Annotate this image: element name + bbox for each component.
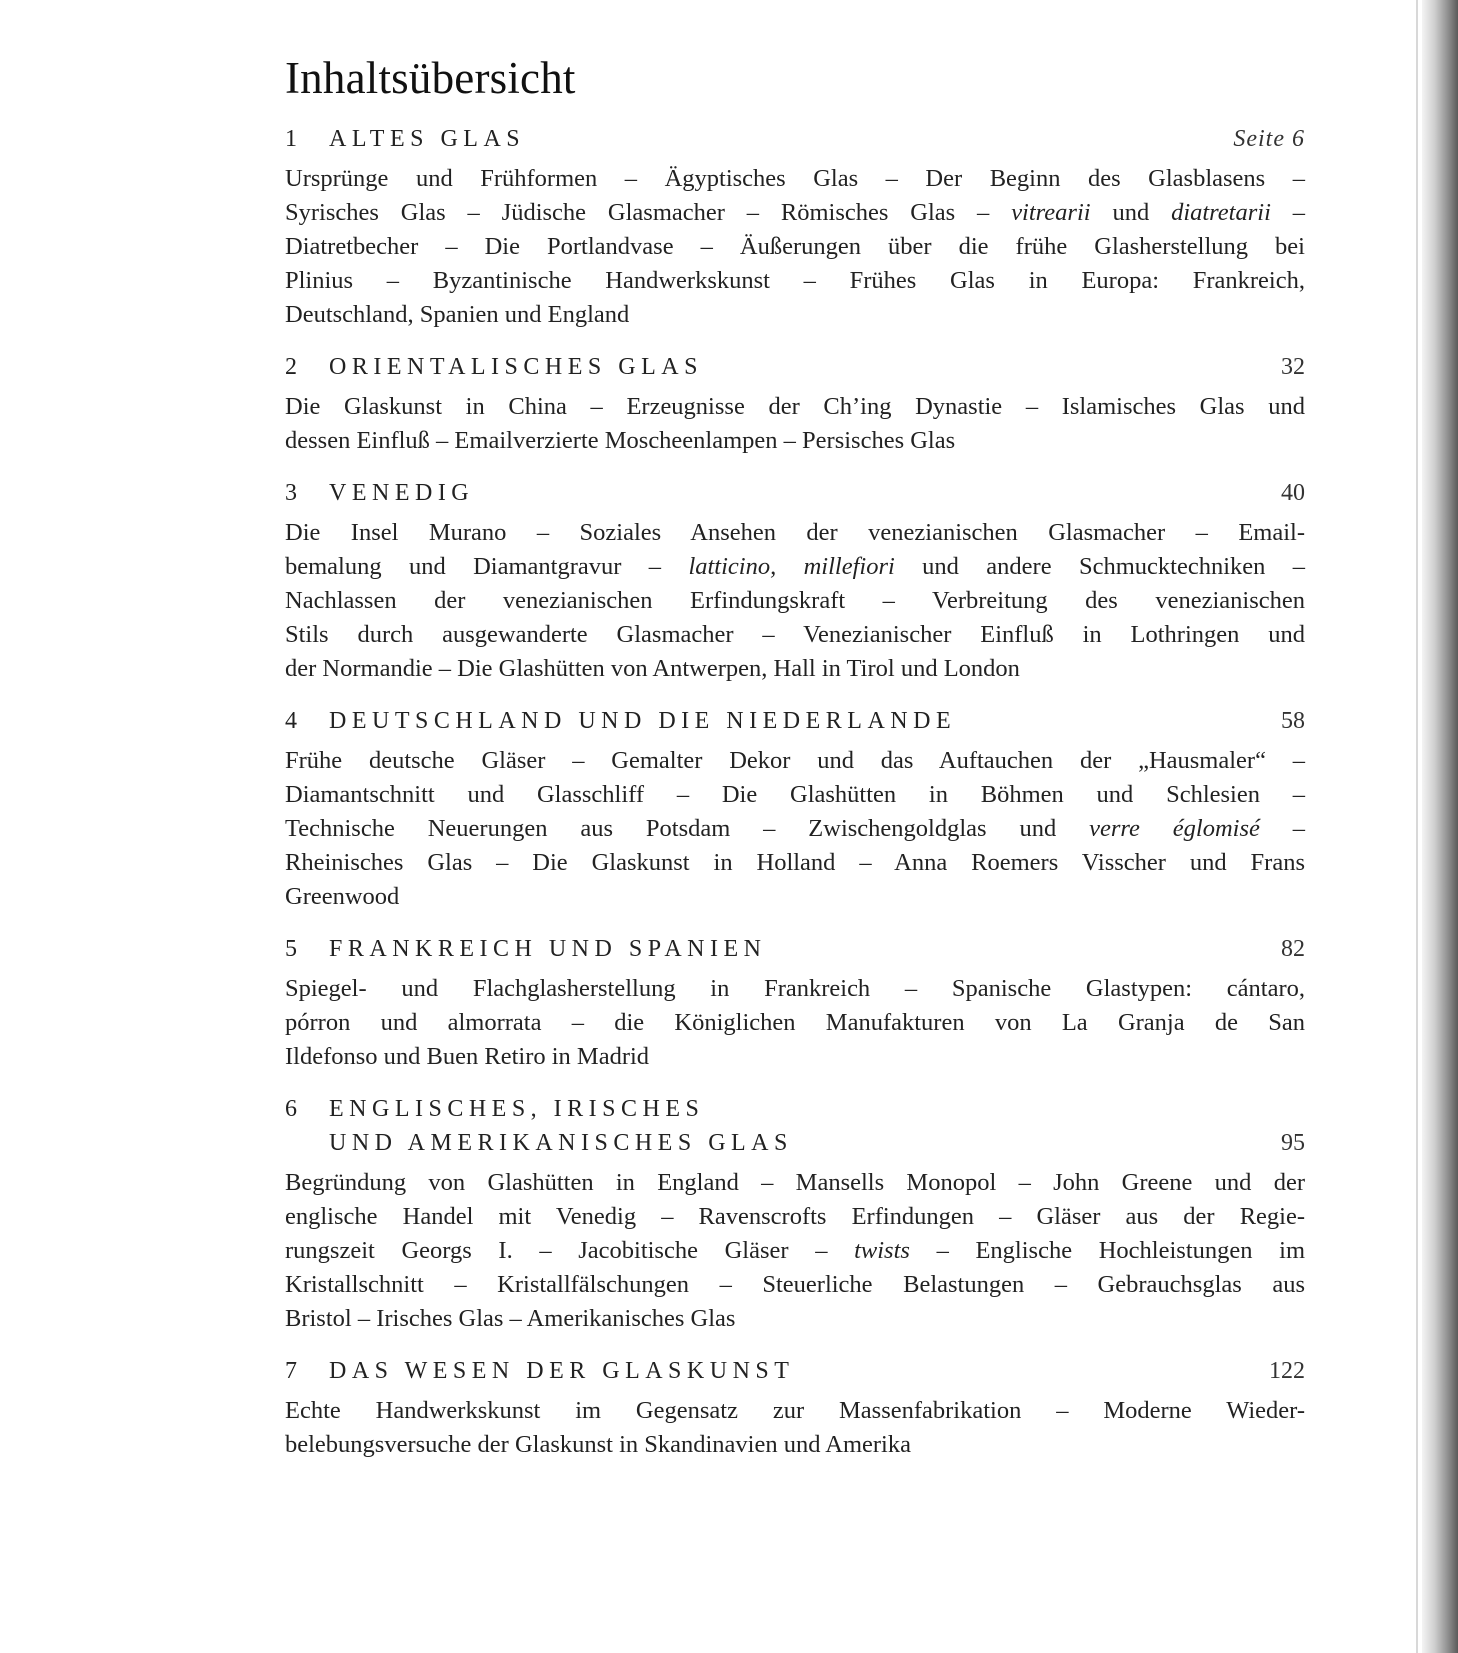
summary-line bbox=[285, 1040, 1305, 1074]
chapter-summary bbox=[285, 744, 1305, 914]
summary-line bbox=[285, 618, 1305, 652]
chapter-summary bbox=[285, 972, 1305, 1074]
chapter-page-number: 122 bbox=[1269, 1358, 1305, 1384]
chapter-number: 1 bbox=[285, 126, 298, 152]
summary-line bbox=[285, 1234, 1305, 1268]
summary-line bbox=[285, 880, 1305, 914]
text-segment: rungszeit Georgs I. – Jacobitische Gläser – bbox=[285, 1237, 855, 1264]
chapter-list bbox=[285, 126, 1305, 1462]
summary-line bbox=[285, 550, 1305, 584]
chapter-page-number: 82 bbox=[1281, 936, 1305, 962]
chapter-title: ALTES GLAS bbox=[329, 126, 526, 152]
chapter-heading bbox=[285, 480, 1305, 514]
summary-line bbox=[285, 424, 1305, 458]
summary-line bbox=[285, 298, 1305, 332]
chapter-summary bbox=[285, 1394, 1305, 1462]
text-segment: Nachlassen der venezianischen Erfindungskraft – Verbreitung des venezianischen bbox=[285, 587, 1305, 614]
summary-line bbox=[285, 230, 1305, 264]
chapter-title-continued: UND AMERIKANISCHES GLAS bbox=[329, 1130, 793, 1156]
text-segment: – bbox=[1259, 815, 1305, 842]
text-segment: Plinius – Byzantinische Handwerkskunst – Frühes Glas in Europa: Frankreich, bbox=[285, 267, 1305, 294]
chapter-page-number: 58 bbox=[1281, 708, 1305, 734]
chapter-entry bbox=[285, 936, 1305, 1074]
chapter-heading bbox=[285, 936, 1305, 970]
summary-line bbox=[285, 1428, 1305, 1462]
chapter-title: FRANKREICH UND SPANIEN bbox=[329, 936, 767, 962]
text-segment: Stils durch ausgewanderte Glasmacher – Venezianischer Einfluß in Lothringen und bbox=[285, 621, 1305, 648]
summary-line bbox=[285, 1166, 1305, 1200]
summary-line bbox=[285, 264, 1305, 298]
chapter-page-number: 40 bbox=[1281, 480, 1305, 506]
chapter-title: ORIENTALISCHES GLAS bbox=[329, 354, 703, 380]
text-segment: Syrisches Glas – Jüdische Glasmacher – Römisches Glas – bbox=[285, 199, 1012, 226]
chapter-heading-line2 bbox=[329, 1130, 1305, 1164]
text-segment: Kristallschnitt – Kristallfälschungen – Steuerliche Belastungen – Gebrauchsglas aus bbox=[285, 1271, 1305, 1298]
chapter-heading bbox=[285, 1096, 1305, 1130]
italic-term: latticino, millefiori bbox=[688, 553, 895, 580]
text-segment: Greenwood bbox=[285, 883, 400, 910]
text-segment: Ursprünge und Frühformen – Ägyptisches Glas – Der Beginn des Glasblasens – bbox=[285, 165, 1305, 192]
text-segment: Die Insel Murano – Soziales Ansehen der venezianischen Glasmacher – Email- bbox=[285, 519, 1305, 546]
text-segment: englische Handel mit Venedig – Ravenscrofts Erfindungen – Gläser aus der Regie- bbox=[285, 1203, 1305, 1230]
summary-line bbox=[285, 1302, 1305, 1336]
chapter-heading bbox=[285, 708, 1305, 742]
chapter-summary bbox=[285, 162, 1305, 332]
text-segment: Technische Neuerungen aus Potsdam – Zwischengoldglas und bbox=[285, 815, 1090, 842]
chapter-title: VENEDIG bbox=[329, 480, 475, 506]
chapter-title: DAS WESEN DER GLASKUNST bbox=[329, 1358, 795, 1384]
text-segment: Diamantschnitt und Glasschliff – Die Glashütten in Böhmen und Schlesien – bbox=[285, 781, 1305, 808]
summary-line bbox=[285, 390, 1305, 424]
summary-line bbox=[285, 652, 1305, 686]
italic-term: twists bbox=[854, 1237, 910, 1264]
summary-line bbox=[285, 162, 1305, 196]
chapter-heading bbox=[285, 126, 1305, 160]
italic-term: diatretarii bbox=[1171, 199, 1271, 226]
chapter-heading bbox=[285, 1358, 1305, 1392]
text-segment: Rheinisches Glas – Die Glaskunst in Holland – Anna Roemers Visscher und Frans bbox=[285, 849, 1305, 876]
text-segment: Die Glaskunst in China – Erzeugnisse der Ch’ing Dynastie – Islamisches Glas und bbox=[285, 393, 1305, 420]
summary-line bbox=[285, 744, 1305, 778]
chapter-page-number: 95 bbox=[1281, 1130, 1305, 1156]
summary-line bbox=[285, 196, 1305, 230]
chapter-entry bbox=[285, 1358, 1305, 1462]
text-segment: Diatretbecher – Die Portlandvase – Äußerungen über die frühe Glasherstellung bei bbox=[285, 233, 1305, 260]
chapter-summary bbox=[285, 516, 1305, 686]
summary-line bbox=[285, 812, 1305, 846]
chapter-entry bbox=[285, 1096, 1305, 1336]
chapter-entry bbox=[285, 480, 1305, 686]
italic-term: vitrearii bbox=[1011, 199, 1091, 226]
text-segment: und bbox=[1090, 199, 1172, 226]
text-segment: der Normandie – Die Glashütten von Antwerpen, Hall in Tirol und London bbox=[285, 655, 1020, 682]
text-segment: Begründung von Glashütten in England – Mansells Monopol – John Greene und der bbox=[285, 1169, 1305, 1196]
chapter-summary bbox=[285, 390, 1305, 458]
text-segment: und andere Schmucktechniken – bbox=[894, 553, 1306, 580]
summary-line bbox=[285, 846, 1305, 880]
text-segment: Echte Handwerkskunst im Gegensatz zur Massenfabrikation – Moderne Wieder- bbox=[285, 1397, 1305, 1424]
text-segment: – bbox=[1270, 199, 1306, 226]
text-segment: Bristol – Irisches Glas – Amerikanisches Glas bbox=[285, 1305, 736, 1332]
chapter-entry bbox=[285, 708, 1305, 914]
chapter-number: 2 bbox=[285, 354, 298, 380]
chapter-number: 3 bbox=[285, 480, 298, 506]
summary-line bbox=[285, 516, 1305, 550]
chapter-number: 5 bbox=[285, 936, 298, 962]
chapter-title: DEUTSCHLAND UND DIE NIEDERLANDE bbox=[329, 708, 957, 734]
text-segment: pórron und almorrata – die Königlichen Manufakturen von La Granja de San bbox=[285, 1009, 1305, 1036]
text-segment: Frühe deutsche Gläser – Gemalter Dekor und das Auftauchen der „Hausmaler“ – bbox=[285, 747, 1305, 774]
page-fold-line bbox=[1416, 0, 1418, 1653]
text-segment: Ildefonso und Buen Retiro in Madrid bbox=[285, 1043, 650, 1070]
chapter-number: 7 bbox=[285, 1358, 298, 1384]
chapter-number: 4 bbox=[285, 708, 298, 734]
italic-term: verre églomisé bbox=[1089, 815, 1260, 842]
chapter-number: 6 bbox=[285, 1096, 298, 1122]
text-segment: dessen Einfluß – Emailverzierte Moscheenlampen – Persisches Glas bbox=[285, 427, 956, 454]
chapter-page-number: 32 bbox=[1281, 354, 1305, 380]
summary-line bbox=[285, 1268, 1305, 1302]
chapter-heading bbox=[285, 354, 1305, 388]
summary-line bbox=[285, 972, 1305, 1006]
chapter-summary bbox=[285, 1166, 1305, 1336]
page-title: Inhaltsübersicht bbox=[285, 53, 576, 103]
chapter-entry bbox=[285, 126, 1305, 332]
summary-line bbox=[285, 584, 1305, 618]
chapter-page-number: Seite 6 bbox=[1233, 126, 1305, 152]
text-segment: – Englische Hochleistungen im bbox=[909, 1237, 1306, 1264]
summary-line bbox=[285, 1200, 1305, 1234]
text-segment: Deutschland, Spanien und England bbox=[285, 301, 630, 328]
text-segment: Spiegel- und Flachglasherstellung in Frankreich – Spanische Glastypen: cántaro, bbox=[285, 975, 1305, 1002]
text-segment: bemalung und Diamantgravur – bbox=[285, 553, 689, 580]
summary-line bbox=[285, 778, 1305, 812]
table-of-contents bbox=[285, 52, 1305, 1484]
chapter-title: ENGLISCHES, IRISCHES bbox=[329, 1096, 705, 1122]
summary-line bbox=[285, 1006, 1305, 1040]
text-segment: belebungsversuche der Glaskunst in Skandinavien und Amerika bbox=[285, 1431, 911, 1458]
book-spine-shadow bbox=[1422, 0, 1458, 1653]
chapter-entry bbox=[285, 354, 1305, 458]
summary-line bbox=[285, 1394, 1305, 1428]
